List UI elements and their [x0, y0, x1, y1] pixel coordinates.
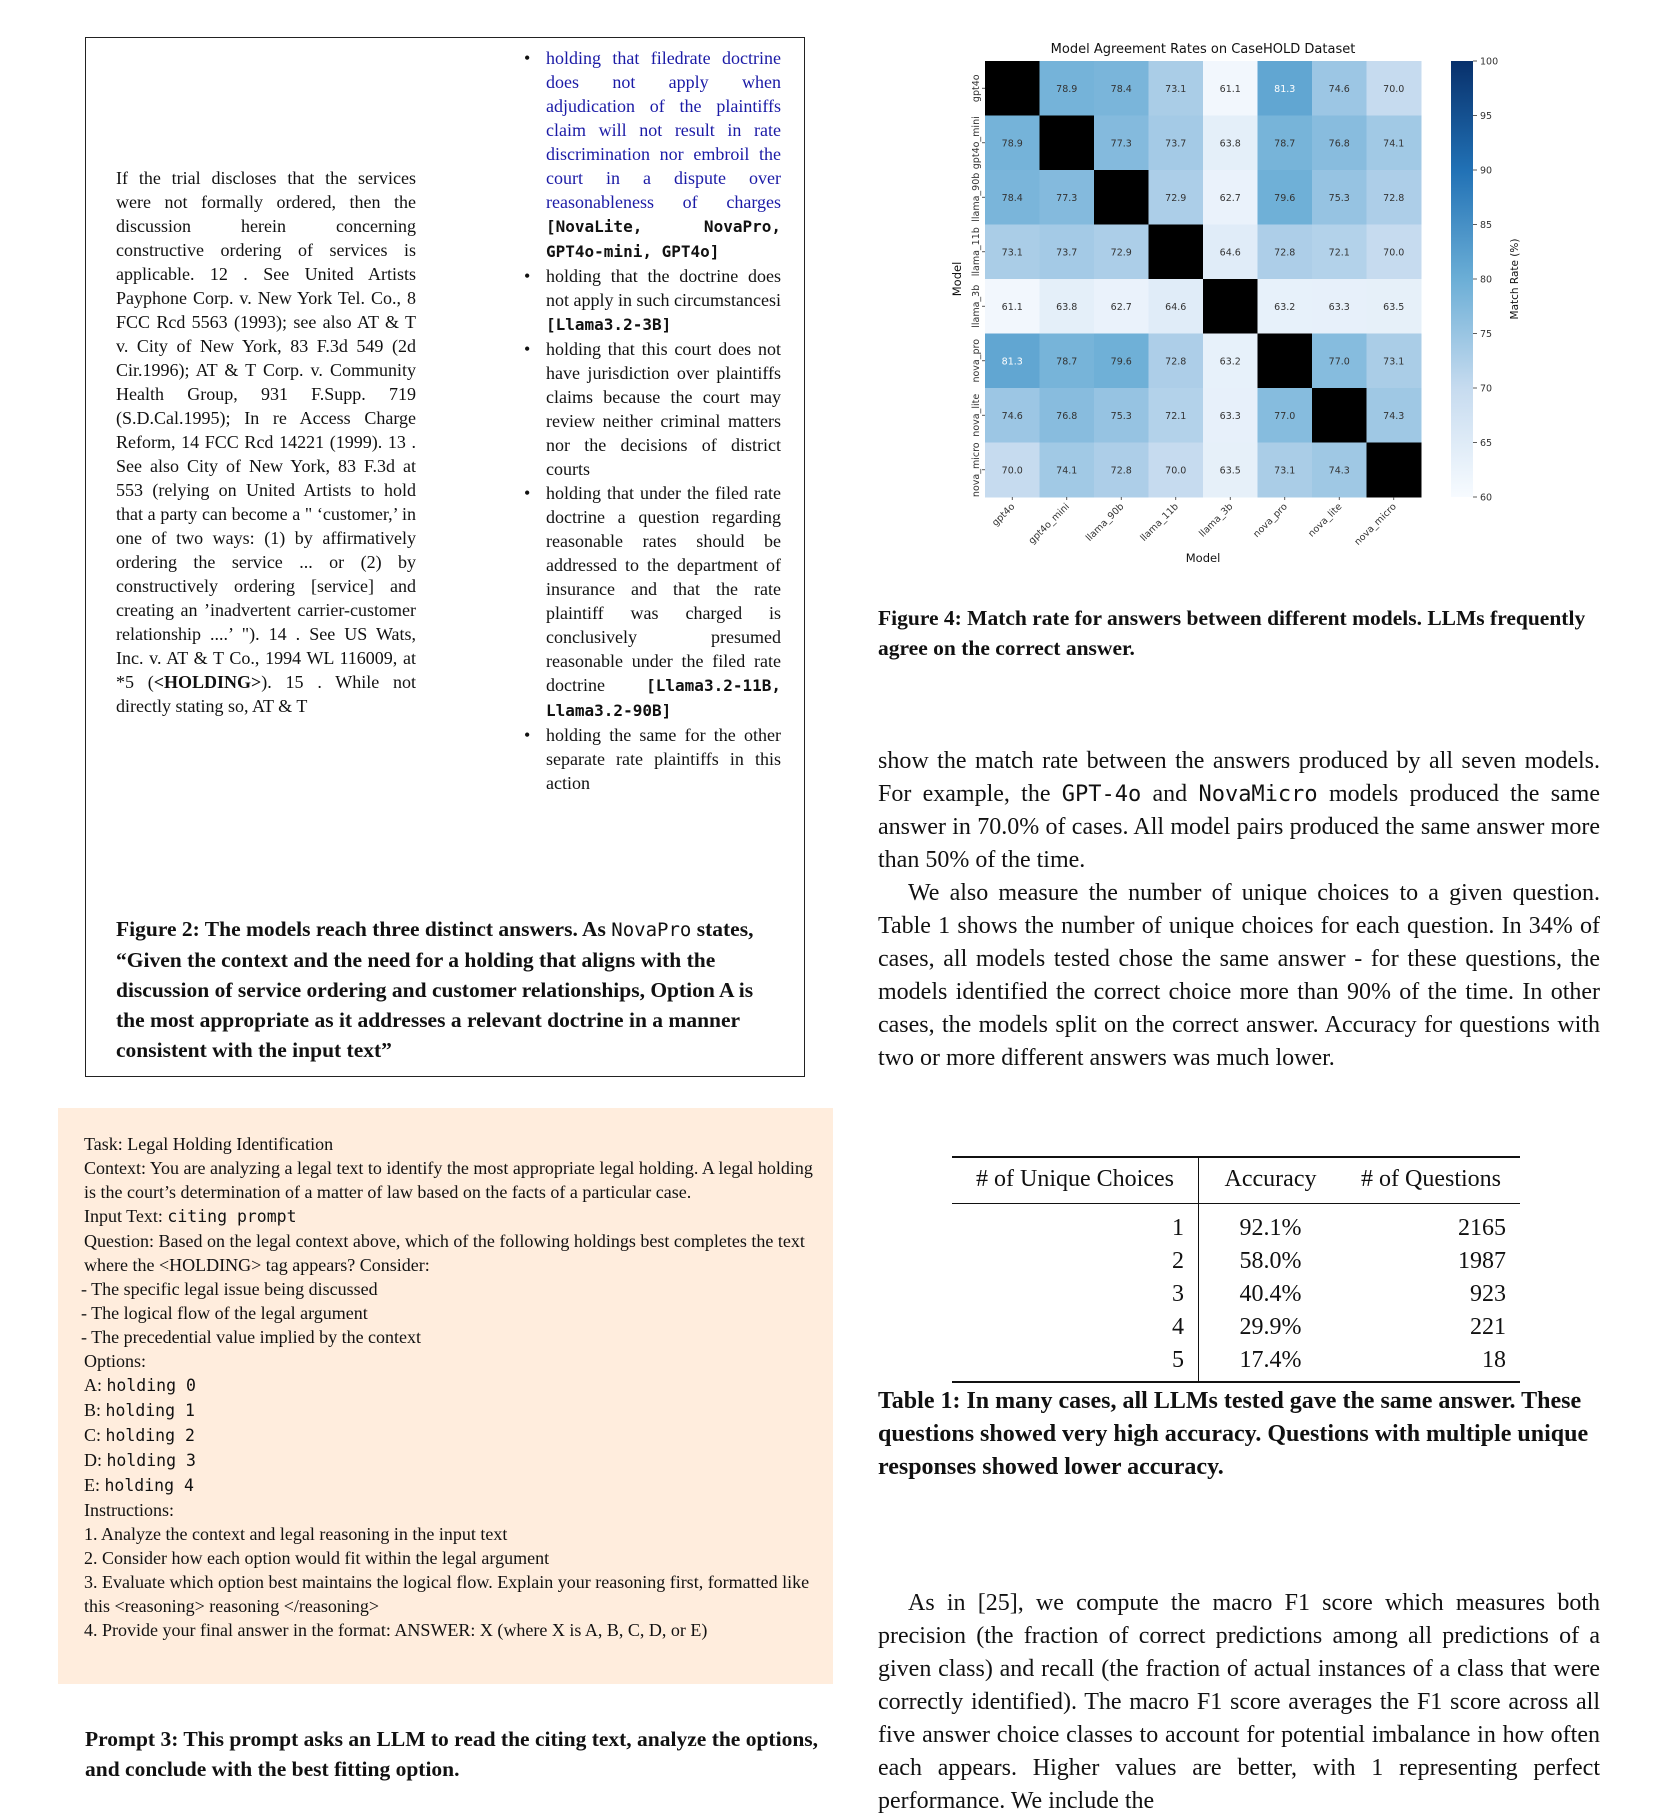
table-cell: 923	[1470, 1281, 1506, 1307]
heatmap-cell	[1258, 334, 1313, 389]
table-cell: 2165	[1458, 1215, 1506, 1241]
model-tag: [NovaLite, NovaPro, GPT4o-mini, GPT4o]	[546, 217, 781, 261]
prompt-context: Context: You are analyzing a legal text to identify the most appropriate legal holding. A legal holding is the court’s determination of a matter of law based on the facts of a particular case.	[84, 1158, 813, 1202]
colorbar-tick-label: 60	[1480, 492, 1493, 504]
table-cell: 40.4%	[1239, 1281, 1302, 1307]
table-cell: 4	[952, 1311, 1199, 1344]
table-cell: 17.4%	[1199, 1344, 1343, 1382]
heatmap-cell	[1040, 116, 1095, 171]
holding-option: • holding that filedrate doctrine does not apply when adjudication of the plaintiffs claim will not result in rate discrimination nor embroil the court in a dispute over reasonableness of charges [NovaLite, NovaPro, GPT4o-mini, GPT4o]	[546, 46, 781, 264]
paragraph-unique-choices: We also measure the number of unique choices to a given question. Table 1 shows the number of unique choices for each question. In 34% of cases, all models tested chose the same answer - for these questions, the models identified the correct choice more than 90% of the time. In other cases, the models split on the correct answer. Accuracy for questions with two or more different answers was much lower.	[878, 880, 1600, 1071]
x-tick-label: gpt4o	[990, 501, 1018, 529]
table-cell: 5	[952, 1344, 1199, 1382]
cell-label: 72.8	[1165, 356, 1187, 368]
x-tick-label: nova_micro	[1352, 501, 1399, 548]
prompt-consideration: - The logical flow of the legal argument	[81, 1303, 368, 1323]
cell-label: 81.3	[1274, 83, 1296, 95]
cell-label: 74.1	[1056, 465, 1078, 477]
prompt-instructions-label: Instructions:	[84, 1500, 174, 1520]
cell-label: 73.1	[1165, 83, 1187, 95]
table-header: # of Questions	[1342, 1157, 1520, 1204]
cell-label: 61.1	[1001, 301, 1023, 313]
cell-label: 76.8	[1328, 138, 1350, 150]
table-row	[952, 1278, 1520, 1311]
table-cell: 92.1%	[1239, 1215, 1302, 1241]
heatmap-cell	[1312, 388, 1367, 443]
cell-label: 77.0	[1328, 356, 1350, 368]
cell-label: 64.6	[1165, 301, 1187, 313]
prompt-consideration: - The specific legal issue being discussed	[81, 1279, 378, 1299]
colorbar-label: Match Rate (%)	[1509, 238, 1521, 320]
y-tick-label: llama_90b	[971, 172, 982, 222]
y-axis-label: Model	[950, 261, 964, 297]
cell-label: 63.5	[1219, 465, 1241, 477]
cell-label: 74.6	[1001, 410, 1023, 422]
cell-label: 73.1	[1383, 356, 1405, 368]
cell-label: 72.9	[1165, 192, 1187, 204]
table-1-caption: Table 1: In many cases, all LLMs tested gave the same answer. These questions showed very high accuracy. Questions with multiple unique responses showed lower accuracy.	[878, 1388, 1589, 1480]
cell-label: 72.1	[1328, 247, 1350, 259]
citing-text: If the trial discloses that the services were not formally ordered, then the discussion herein concerning constructive ordering of services is applicable. 12 . See United Artists Payphone Corp. v. New York Tel. Co., 8 FCC Rcd 5563 (1993); see also AT & T v. City of New York, 83 F.3d 549 (2d Cir.1996); AT & T Corp. v. Community Health Group, 931 F.Supp. 719 (S.D.Cal.1995); In re Access Charge Reform, 14 FCC Rcd 14221 (1999). 13 . See also City of New York, 83 F.3d at 553 (relying on United Artists to hold that a party can become a " ‘customer,’ in one of two ways: (1) by affirmatively ordering the service ... or (2) by constructively ordering [service] and creating an ’inadvertent carrier-customer relationship ....’ "). 14 . See US Wats, Inc. v. AT & T Co., 1994 WL 116009, at *5 (<HOLDING>). 15 . While not directly stating so, AT & T	[116, 168, 416, 716]
y-tick-label: llama_3b	[971, 284, 982, 328]
x-tick-label: nova_pro	[1251, 501, 1290, 540]
cell-label: 75.3	[1328, 192, 1350, 204]
x-tick-label: nova_lite	[1306, 501, 1345, 540]
cell-label: 63.2	[1274, 301, 1296, 313]
colorbar-tick-label: 100	[1480, 56, 1499, 68]
x-axis-label: Model	[1185, 551, 1221, 565]
cell-label: 75.3	[1110, 410, 1132, 422]
paragraph-macro-f1: As in [25], we compute the macro F1 score which measures both precision (the fraction of correct predictions among all predictions of a given class) and recall (the fraction of actual instances of a class that were correctly identified). The macro F1 score averages the F1 score across all five answer choice classes to account for potential imbalance in how often each appears. Higher values are better, with 1 representing perfect performance. We include the	[878, 1590, 1600, 1814]
cell-label: 62.7	[1219, 192, 1241, 204]
colorbar-tick-label: 65	[1480, 438, 1493, 449]
prompt-option: C: holding 2	[84, 1425, 195, 1445]
cell-label: 63.3	[1328, 301, 1350, 313]
colorbar	[1451, 61, 1473, 497]
table-row	[952, 1344, 1520, 1382]
holding-option: • holding that this court does not have jurisdiction over plaintiffs claims because the court may review neither criminal matters nor the decisions of district courts	[546, 337, 781, 481]
y-tick-label: gpt4o_mini	[971, 116, 982, 170]
prompt-option: E: holding 4	[84, 1475, 194, 1495]
cell-label: 73.1	[1274, 465, 1296, 477]
chart-title: Model Agreement Rates on CaseHOLD Dataset	[1050, 42, 1356, 57]
cell-label: 63.5	[1383, 301, 1405, 313]
x-tick-label: llama_90b	[1083, 501, 1127, 544]
cell-label: 77.0	[1274, 410, 1296, 422]
table-header: Accuracy	[1199, 1157, 1343, 1204]
cell-label: 61.1	[1219, 83, 1241, 95]
y-tick-label: gpt4o	[971, 74, 982, 103]
prompt-3-caption: Prompt 3: This prompt asks an LLM to read the citing text, analyze the options, and conclude with the best fitting option.	[85, 1727, 819, 1781]
cell-label: 74.1	[1383, 138, 1405, 150]
model-tag: [Llama3.2-3B]	[546, 315, 672, 334]
cell-label: 74.3	[1328, 465, 1350, 477]
cell-label: 72.8	[1383, 192, 1405, 204]
cell-label: 63.2	[1219, 356, 1241, 368]
cell-label: 63.3	[1219, 410, 1241, 422]
colorbar-tick-label: 80	[1480, 274, 1493, 286]
table-row	[952, 1245, 1520, 1278]
prompt-instruction: 2. Consider how each option would fit within the legal argument	[84, 1548, 550, 1568]
paragraph-match-rate: show the match rate between the answers produced by all seven models. For example, the GPT-4o and NovaMicro models produced the same answer in 70.0% of cases. All model pairs produced the same answer more than 50% of the time.	[878, 748, 1601, 873]
cell-label: 74.6	[1328, 83, 1350, 95]
cell-label: 63.8	[1056, 301, 1078, 313]
cell-label: 81.3	[1001, 356, 1023, 368]
cell-label: 78.7	[1056, 356, 1078, 368]
cell-label: 78.7	[1274, 138, 1296, 150]
model-tag: [Llama3.2-11B, Llama3.2-90B]	[546, 676, 781, 720]
prompt-question: Question: Based on the legal context above, which of the following holdings best completes the text where the <HOLDING> tag appears? Consider:	[84, 1231, 805, 1275]
prompt-option: D: holding 3	[84, 1450, 196, 1470]
holding-option: • holding the same for the other separate rate plaintiffs in this action	[546, 723, 781, 795]
cell-label: 73.7	[1056, 247, 1078, 259]
cell-label: 77.3	[1110, 138, 1132, 150]
colorbar-tick-label: 75	[1480, 329, 1493, 340]
holding-option: • holding that the doctrine does not apply in such circumstancesi [Llama3.2-3B]	[546, 264, 781, 337]
prompt-instruction: 1. Analyze the context and legal reasoning in the input text	[84, 1524, 508, 1544]
prompt-task: Task: Legal Holding Identification	[84, 1134, 334, 1154]
cell-label: 70.0	[1383, 83, 1405, 95]
cell-label: 72.1	[1165, 410, 1187, 422]
heatmap-cell	[985, 61, 1040, 116]
table-1	[952, 1156, 1520, 1383]
cell-label: 70.0	[1165, 465, 1187, 477]
prompt-consideration: - The precedential value implied by the context	[81, 1327, 422, 1347]
cell-label: 78.4	[1001, 192, 1023, 204]
heatmap-cell	[1149, 225, 1204, 280]
y-tick-label: nova_pro	[971, 338, 982, 383]
holding-options	[526, 46, 781, 795]
cell-label: 79.6	[1110, 356, 1132, 368]
cell-label: 78.9	[1056, 83, 1078, 95]
cell-label: 76.8	[1056, 410, 1078, 422]
colorbar-tick-label: 95	[1480, 111, 1493, 122]
table-cell: 3	[952, 1278, 1199, 1311]
table-cell: 29.9%	[1239, 1314, 1302, 1340]
agreement-heatmap	[945, 38, 1521, 578]
cell-label: 72.8	[1110, 465, 1132, 477]
cell-label: 70.0	[1001, 465, 1023, 477]
cell-label: 62.7	[1110, 301, 1132, 313]
cell-label: 78.9	[1001, 138, 1023, 150]
prompt-instruction: 3. Evaluate which option best maintains the logical flow. Explain your reasoning first, formatted like this <reasoning> reasoning </reasoning>	[84, 1572, 810, 1616]
x-tick-label: llama_11b	[1138, 501, 1181, 544]
prompt-option: B: holding 1	[84, 1400, 195, 1420]
y-tick-label: nova_lite	[971, 393, 982, 437]
cell-label: 73.1	[1001, 247, 1023, 259]
holding-option: • holding that under the filed rate doctrine a question regarding reasonable rates should be addressed to the department of insurance and that the rate plaintiff was charged is conclusively presumed reasonable under the filed rate doctrine [Llama3.2-11B, Llama3.2-90B]	[546, 481, 781, 723]
prompt-option: A: holding 0	[84, 1375, 196, 1395]
figure-4-caption: Figure 4: Match rate for answers between different models. LLMs frequently agree on the correct answer.	[878, 606, 1586, 660]
cell-label: 77.3	[1056, 192, 1078, 204]
cell-label: 72.9	[1110, 247, 1132, 259]
x-tick-label: gpt4o_mini	[1026, 501, 1072, 547]
table-header: # of Unique Choices	[952, 1157, 1199, 1204]
figure-2	[85, 37, 805, 1077]
prompt-instruction: 4. Provide your final answer in the format: ANSWER: X (where X is A, B, C, D, or E)	[84, 1620, 708, 1640]
cell-label: 79.6	[1274, 192, 1296, 204]
heatmap-cell	[1094, 170, 1149, 225]
y-tick-label: nova_micro	[971, 442, 982, 498]
cell-label: 64.6	[1219, 247, 1241, 259]
cell-label: 78.4	[1110, 83, 1132, 95]
x-tick-label: llama_3b	[1197, 501, 1236, 540]
figure-2-caption: Figure 2: The models reach three distinct answers. As NovaPro states, “Given the context and the need for a holding that aligns with the discussion of service ordering and customer relationships, Option A is the most appropriate as it addresses a relevant doctrine in a manner consistent with the input text”	[116, 917, 754, 1062]
cell-label: 73.7	[1165, 138, 1187, 150]
cell-label: 70.0	[1383, 247, 1405, 259]
table-cell: 1	[952, 1204, 1199, 1246]
prompt-box	[58, 1108, 833, 1684]
cell-label: 74.3	[1383, 410, 1405, 422]
prompt-options-label: Options:	[84, 1351, 147, 1371]
heatmap-cell	[1367, 443, 1422, 498]
table-cell: 221	[1470, 1314, 1506, 1340]
table-row	[952, 1204, 1520, 1246]
colorbar-tick-label: 85	[1480, 220, 1493, 231]
holding-tag: <HOLDING>	[153, 672, 262, 692]
y-tick-label: llama_11b	[971, 227, 982, 277]
cell-label: 63.8	[1219, 138, 1241, 150]
colorbar-tick-label: 90	[1480, 165, 1493, 177]
heatmap-cell	[1203, 279, 1258, 334]
table-cell: 18	[1342, 1344, 1520, 1382]
prompt-input: Input Text: citing prompt	[84, 1206, 297, 1226]
table-cell: 2	[952, 1245, 1199, 1278]
colorbar-tick-label: 70	[1480, 383, 1493, 395]
cell-label: 72.8	[1274, 247, 1296, 259]
table-row	[952, 1311, 1520, 1344]
table-cell: 1987	[1458, 1248, 1506, 1274]
prompt-text	[81, 1132, 819, 1642]
table-cell: 58.0%	[1239, 1248, 1302, 1274]
